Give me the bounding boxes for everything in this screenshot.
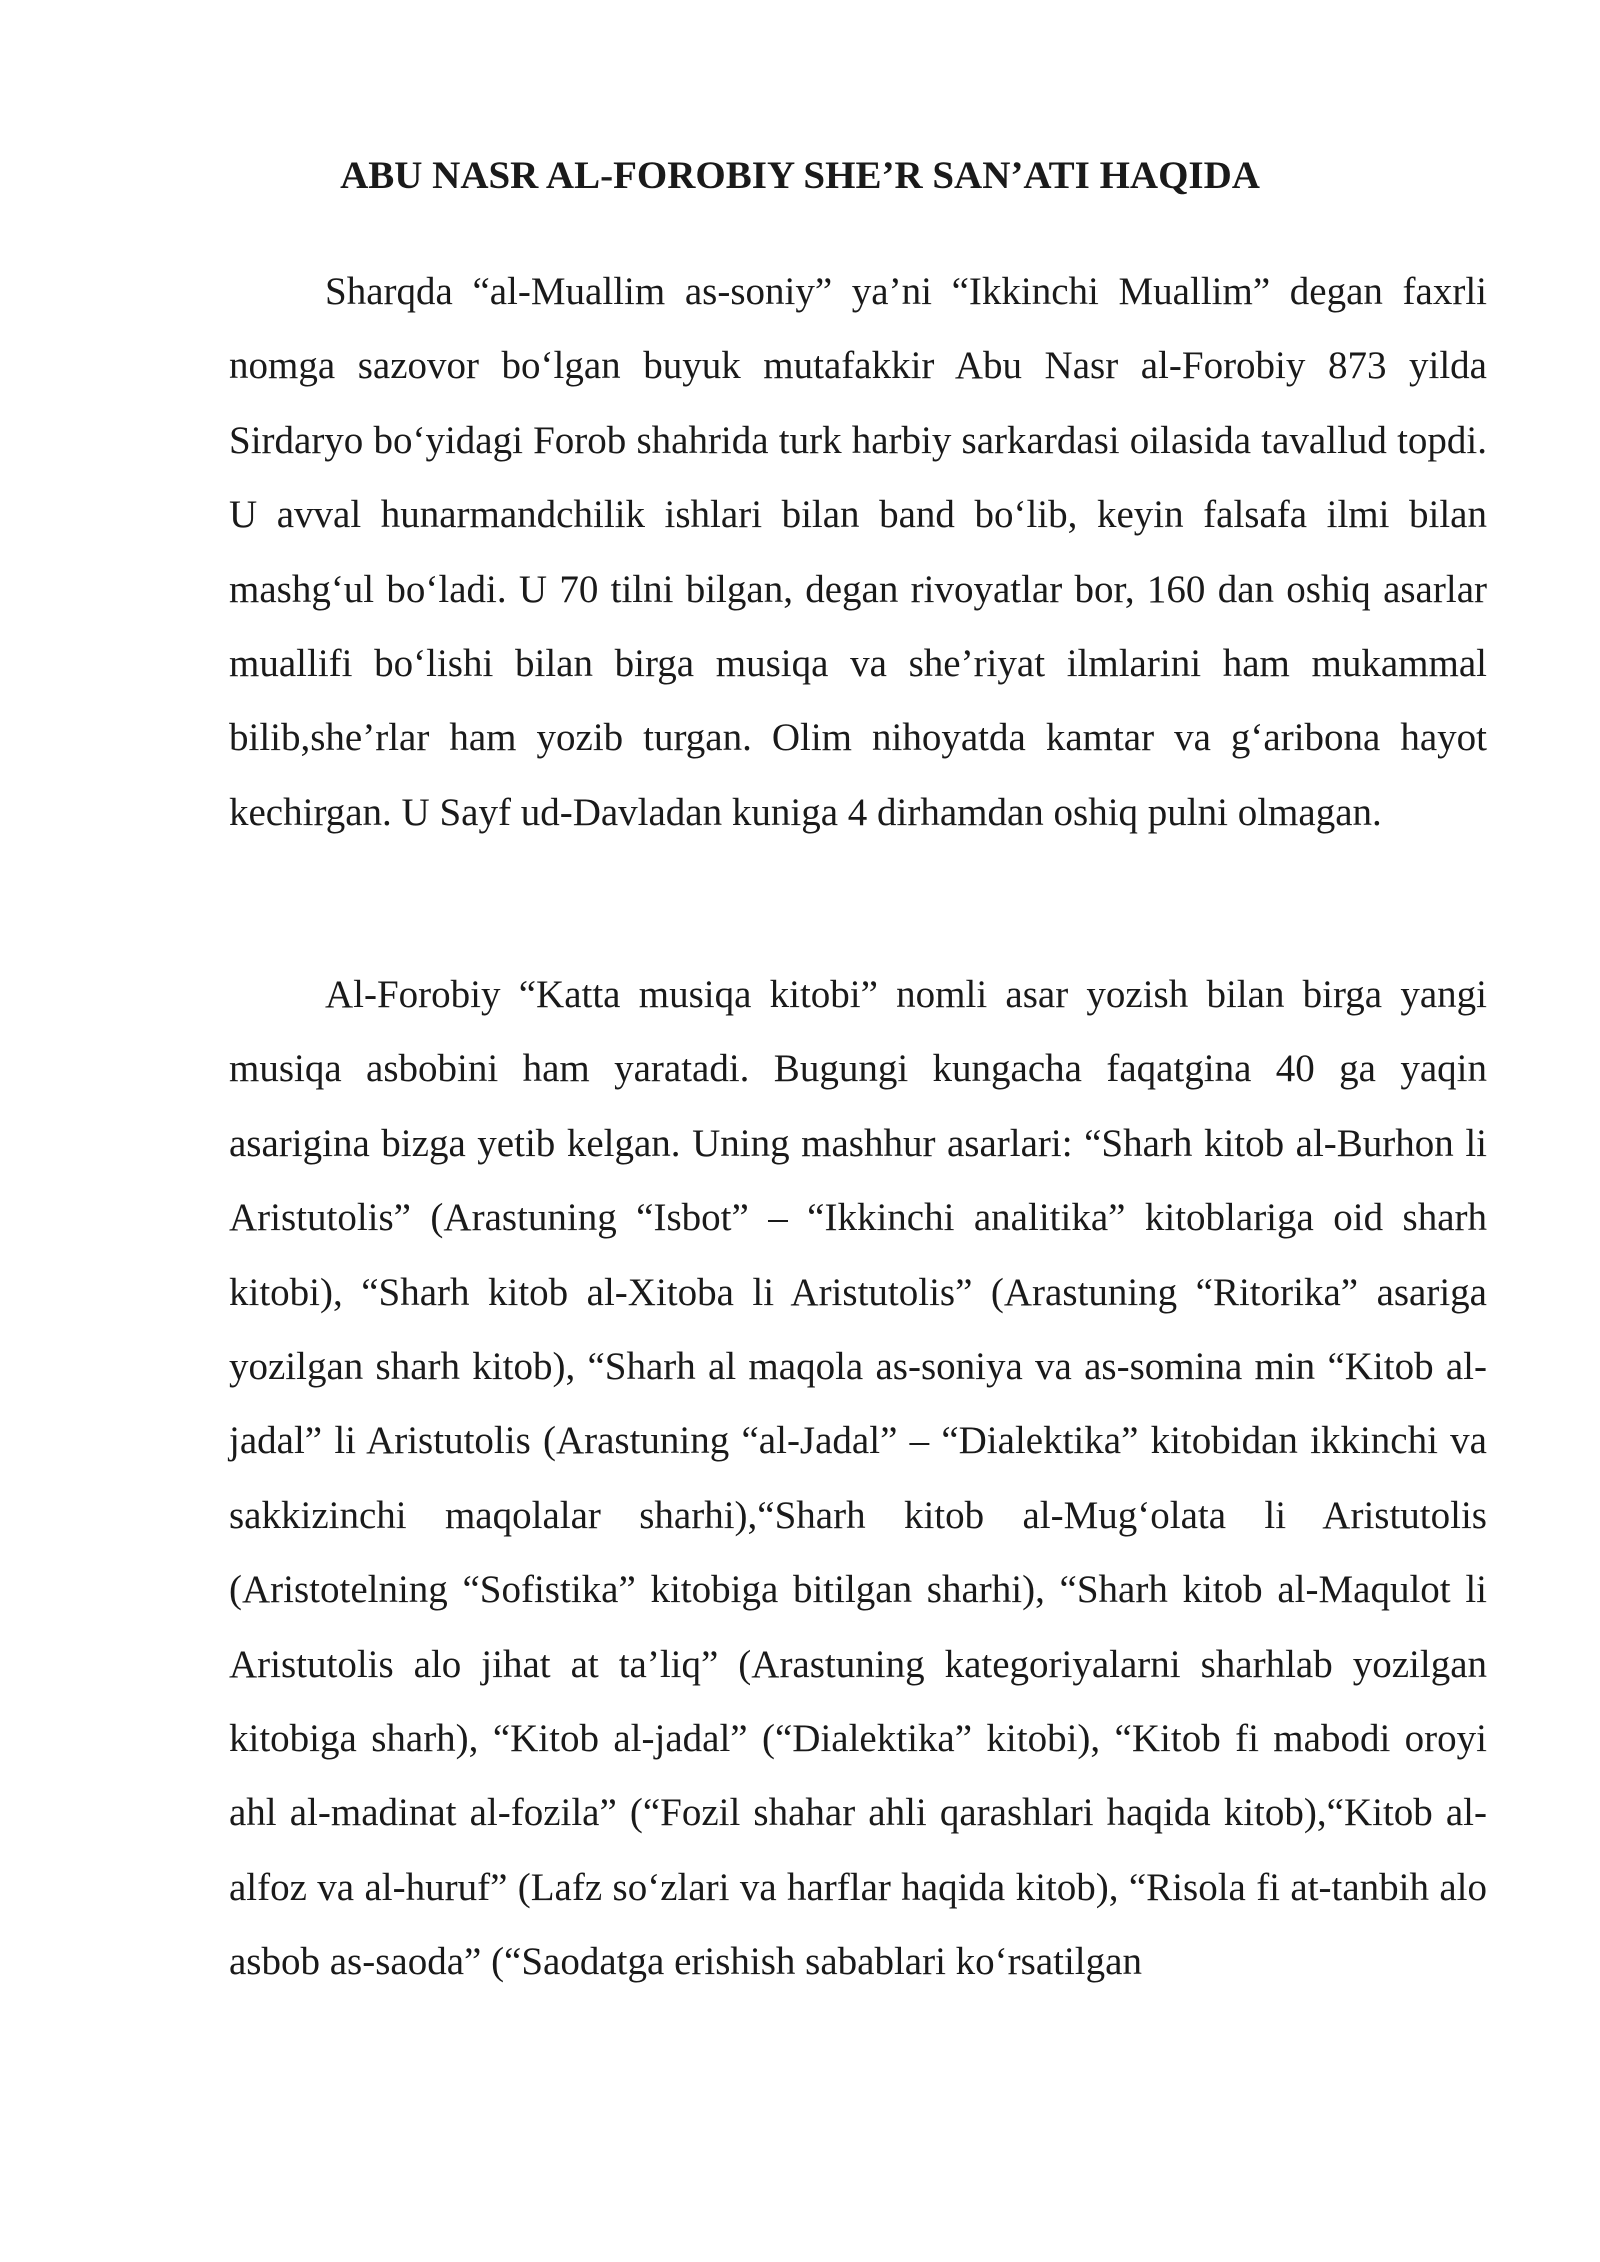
document-title: ABU NASR AL-FOROBIY SHE’R SAN’ATI HAQIDA [340, 154, 1260, 197]
paragraph-1: Sharqda “al-Muallim as-soniy” ya’ni “Ikkinchi Muallim” degan faxrli nomga sazovor bo‘lgan buyuk mutafakkir Abu Nasr al-Forobiy 873 yilda Sirdaryo bo‘yidagi Forob shahrida turk harbiy sarkardasi oilasida tavallud topdi. U avval hunarmandchilik ishlari bilan band bo‘lib, keyin falsafa ilmi bilan mashg‘ul bo‘ladi. U 70 tilni bilgan, degan rivoyatlar bor, 160 dan oshiq asarlar muallifi bo‘lishi bilan birga musiqa va she’riyat ilmlarini ham mukammal bilib,she’rlar ham yozib turgan. Olim nihoyatda kamtar va g‘aribona hayot kechirgan. U Sayf ud-Davladan kuniga 4 dirhamdan oshiq pulni olmagan. [229, 270, 1487, 834]
paragraph-2: Al-Forobiy “Katta musiqa kitobi” nomli asar yozish bilan birga yangi musiqa asbobini ham yaratadi. Bugungi kungacha faqatgina 40 ga yaqin asarigina bizga yetib kelgan. Uning mashhur asarlari: “Sharh kitob al-Burhon li Aristutolis” (Arastuning “Isbot” – “Ikkinchi analitika” kitoblariga oid sharh kitobi), “Sharh kitob al-Xitoba li Aristutolis” (Arastuning “Ritorika” asariga yozilgan sharh kitob), “Sharh al maqola as-soniya va as-somina min “Kitob al-jadal” li Aristutolis (Arastuning “al-Jadal” – “Dialektika” kitobidan ikkinchi va sakkizinchi maqolalar sharhi),“Sharh kitob al-Mug‘olata li Aristutolis (Aristotelning “Sofistika” kitobiga bitilgan sharhi), “Sharh kitob al-Maqulot li Aristutolis alo jihat at ta’liq” (Arastuning kategoriyalarni sharhlab yozilgan kitobiga sharh), “Kitob al-jadal” (“Dialektika” kitobi), “Kitob fi mabodi oroyi ahl al-madinat al-fozila” (“Fozil shahar ahli qarashlari haqida kitob),“Kitob al-alfoz va al-huruf” (Lafz so‘zlari va harflar haqida kitob), “Risola fi at-tanbih alo asbob as-saoda” (“Saodatga erishish sabablari ko‘rsatilgan [229, 973, 1487, 1984]
